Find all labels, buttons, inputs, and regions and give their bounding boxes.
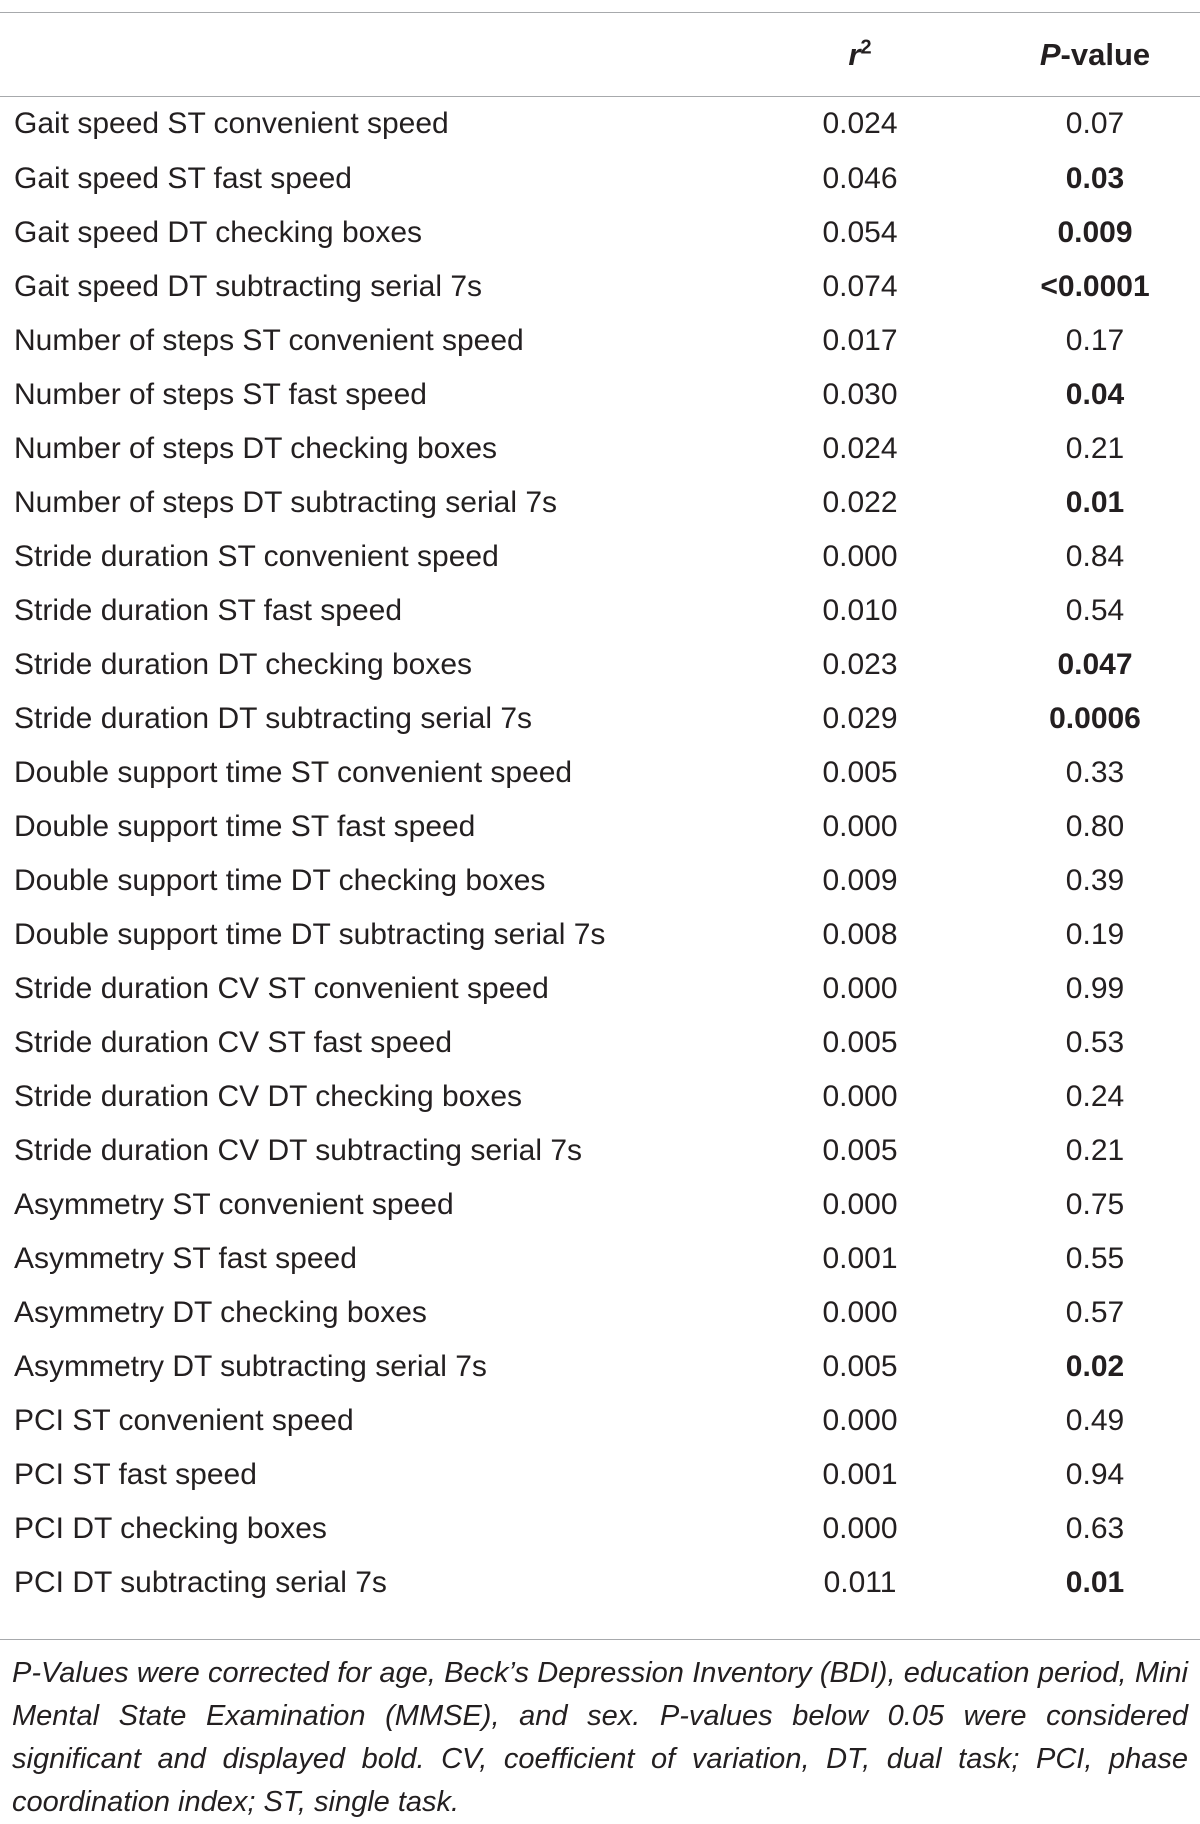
row-r2-value: 0.054 (822, 216, 898, 249)
table-row (0, 1232, 1200, 1286)
row-p-value: 0.0006 (1049, 702, 1141, 735)
table-row (0, 638, 1200, 692)
row-r2-value: 0.009 (822, 864, 898, 897)
table-row (0, 1502, 1200, 1556)
row-label: Number of steps ST fast speed (14, 378, 427, 411)
row-label: Double support time ST convenient speed (14, 756, 573, 789)
row-r2-value: 0.005 (822, 1350, 898, 1383)
row-p-value: 0.21 (1065, 1134, 1125, 1167)
row-p-value: 0.99 (1065, 972, 1125, 1005)
table-row (0, 692, 1200, 746)
row-p-value: 0.39 (1065, 864, 1125, 897)
row-r2-value: 0.001 (822, 1458, 898, 1491)
row-r2-value: 0.030 (822, 378, 898, 411)
row-p-value: 0.53 (1065, 1026, 1125, 1059)
row-label: Double support time DT subtracting serial 7s (14, 918, 606, 951)
row-p-value: 0.03 (1065, 162, 1125, 195)
row-p-value: 0.01 (1065, 1566, 1125, 1599)
row-r2-value: 0.005 (822, 1026, 898, 1059)
table-row (0, 260, 1200, 314)
row-p-value: 0.55 (1065, 1242, 1125, 1275)
table-row (0, 962, 1200, 1016)
row-r2-value: 0.011 (823, 1566, 897, 1599)
row-r2-value: 0.029 (822, 702, 898, 735)
table-header-row (0, 13, 1200, 96)
row-label: Asymmetry ST fast speed (14, 1242, 357, 1275)
row-label: Stride duration CV ST fast speed (14, 1026, 453, 1059)
row-label: Double support time DT checking boxes (14, 864, 546, 897)
table-body (0, 96, 1200, 1610)
row-p-value: 0.21 (1065, 432, 1125, 465)
table-row (0, 476, 1200, 530)
row-p-value: 0.047 (1057, 648, 1133, 681)
table-row (0, 1340, 1200, 1394)
row-r2-value: 0.074 (822, 270, 898, 303)
row-r2-value: 0.024 (822, 432, 898, 465)
row-r2-value: 0.022 (822, 486, 898, 519)
header-p-italic: P (1039, 36, 1061, 72)
row-r2-value: 0.023 (822, 648, 898, 681)
table-row (0, 800, 1200, 854)
row-r2-value: 0.000 (822, 1512, 898, 1545)
row-label: Asymmetry ST convenient speed (14, 1188, 454, 1221)
header-r2-exponent: 2 (860, 36, 872, 59)
row-label: Stride duration CV DT subtracting serial 7s (14, 1134, 583, 1167)
table-row (0, 908, 1200, 962)
row-r2-value: 0.010 (822, 594, 898, 627)
row-p-value: 0.01 (1065, 486, 1125, 519)
row-r2-value: 0.005 (822, 1134, 898, 1167)
table-bottom-rule (0, 1639, 1200, 1640)
row-label: Asymmetry DT subtracting serial 7s (14, 1350, 487, 1383)
header-p-value (940, 13, 1200, 96)
row-label: Stride duration ST fast speed (14, 594, 403, 627)
table-row (0, 1178, 1200, 1232)
table-row (0, 152, 1200, 206)
row-label: PCI ST fast speed (14, 1458, 257, 1491)
table-row (0, 422, 1200, 476)
row-r2-value: 0.008 (822, 918, 898, 951)
row-label: Number of steps ST convenient speed (14, 324, 524, 357)
row-label: PCI ST convenient speed (14, 1404, 354, 1437)
table-row (0, 314, 1200, 368)
row-label: Gait speed DT subtracting serial 7s (14, 270, 483, 303)
header-r2 (780, 13, 940, 96)
row-p-value: 0.33 (1065, 756, 1125, 789)
row-label: Stride duration DT subtracting serial 7s (14, 702, 533, 735)
header-p-rest: -value (1060, 36, 1151, 72)
row-label: Number of steps DT checking boxes (14, 432, 498, 465)
row-r2-value: 0.024 (822, 107, 898, 140)
table-row (0, 1448, 1200, 1502)
table-row (0, 1016, 1200, 1070)
row-p-value: 0.63 (1065, 1512, 1125, 1545)
row-label: Gait speed DT checking boxes (14, 216, 423, 249)
row-r2-value: 0.000 (822, 540, 898, 573)
row-label: Stride duration CV DT checking boxes (14, 1080, 523, 1113)
row-label: Double support time ST fast speed (14, 810, 476, 843)
row-p-value: 0.04 (1065, 378, 1125, 411)
row-p-value: 0.24 (1065, 1080, 1125, 1113)
row-label: Asymmetry DT checking boxes (14, 1296, 427, 1329)
row-p-value: 0.02 (1065, 1350, 1125, 1383)
table-row (0, 368, 1200, 422)
row-p-value: 0.94 (1065, 1458, 1125, 1491)
row-p-value: 0.17 (1065, 324, 1125, 357)
row-r2-value: 0.005 (822, 756, 898, 789)
row-r2-value: 0.046 (822, 162, 898, 195)
row-p-value: 0.19 (1065, 918, 1125, 951)
row-label: PCI DT checking boxes (14, 1512, 327, 1545)
row-p-value: 0.07 (1065, 107, 1125, 140)
table-row (0, 746, 1200, 800)
row-r2-value: 0.001 (822, 1242, 898, 1275)
row-label: Number of steps DT subtracting serial 7s (14, 486, 558, 519)
row-p-value: 0.49 (1065, 1404, 1125, 1437)
row-p-value: 0.84 (1065, 540, 1125, 573)
table-row (0, 1124, 1200, 1178)
row-label: Stride duration ST convenient speed (14, 540, 499, 573)
row-r2-value: 0.017 (822, 324, 898, 357)
table-row (0, 854, 1200, 908)
row-p-value: <0.0001 (1040, 270, 1150, 303)
row-r2-value: 0.000 (822, 1080, 898, 1113)
results-table (0, 13, 1200, 1610)
table-row (0, 96, 1200, 152)
row-p-value: 0.75 (1065, 1188, 1125, 1221)
table-row (0, 1070, 1200, 1124)
table-row (0, 1286, 1200, 1340)
row-r2-value: 0.000 (822, 1188, 898, 1221)
row-p-value: 0.57 (1065, 1296, 1125, 1329)
table-row (0, 206, 1200, 260)
row-label: Gait speed ST convenient speed (14, 107, 449, 140)
row-label: PCI DT subtracting serial 7s (14, 1566, 387, 1599)
row-label: Stride duration DT checking boxes (14, 648, 473, 681)
row-r2-value: 0.000 (822, 1296, 898, 1329)
table-row (0, 1394, 1200, 1448)
table-row (0, 584, 1200, 638)
table-row (0, 530, 1200, 584)
row-r2-value: 0.000 (822, 1404, 898, 1437)
row-p-value: 0.54 (1065, 594, 1125, 627)
row-r2-value: 0.000 (822, 972, 898, 1005)
table-row (0, 1556, 1200, 1610)
row-p-value: 0.009 (1057, 216, 1133, 249)
row-r2-value: 0.000 (822, 810, 898, 843)
row-p-value: 0.80 (1065, 810, 1125, 843)
header-r2-symbol: r (848, 36, 861, 72)
row-label: Gait speed ST fast speed (14, 162, 352, 195)
header-label-cell (0, 13, 780, 96)
table-footnote: P-Values were corrected for age, Beck’s Depression Inventory (BDI), education period, Mini Mental State Examination (MMSE), and sex. P-values below 0.05 were considered significant and displayed bold. CV, coefficient of variation, DT, dual task; PCI, phase coordination index; ST, single task. (12, 1657, 1188, 1818)
row-label: Stride duration CV ST convenient speed (14, 972, 549, 1005)
